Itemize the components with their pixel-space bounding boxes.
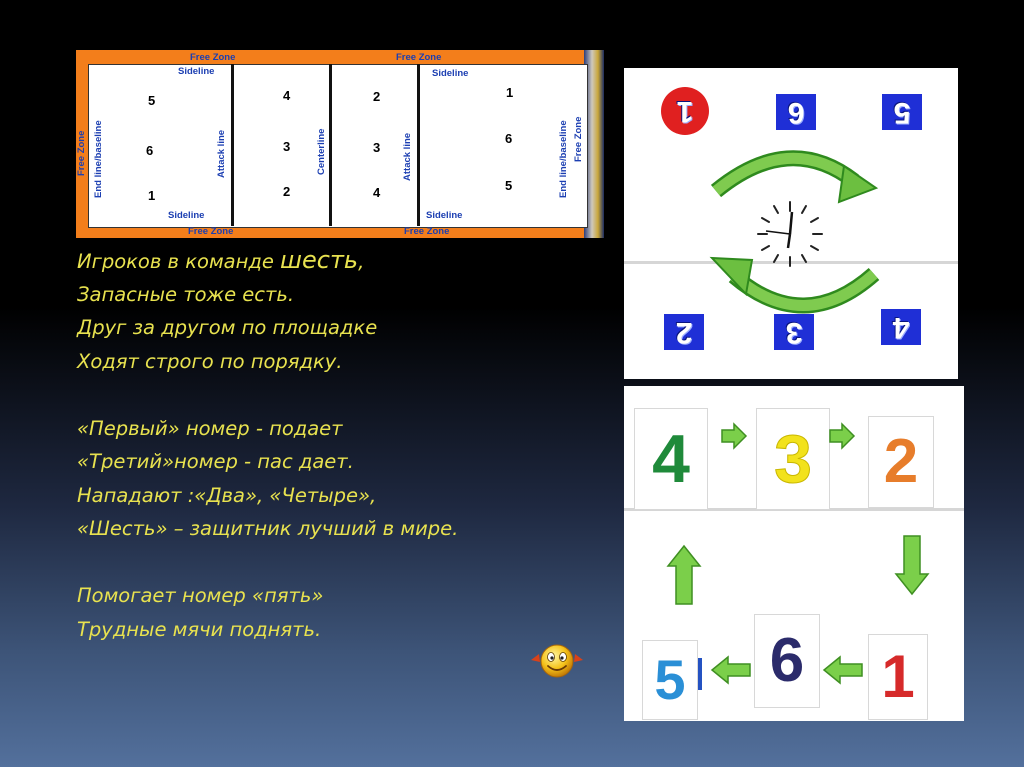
poem-line-9: Помогает номер «пять» — [77, 584, 324, 607]
order-card-5: 5 — [642, 640, 698, 720]
attack-line-label-left: Attack line — [216, 129, 227, 178]
arrow-up-icon — [668, 546, 700, 604]
arrow-down-icon — [896, 536, 928, 594]
court-left-back-bottom: 1 — [148, 188, 156, 203]
court-left-front-middle: 3 — [283, 139, 291, 154]
court-right-front-middle: 3 — [373, 140, 381, 155]
arrow-left-icon — [712, 657, 750, 683]
poem-line-3: Друг за другом по площадке — [77, 316, 378, 339]
poem-text — [77, 244, 547, 646]
attack-line-label-right: Attack line — [402, 132, 413, 181]
arrow-left-icon — [824, 657, 862, 683]
order-card-2: 2 — [868, 416, 934, 508]
free-zone-label-left: Free Zone — [76, 130, 87, 176]
sideline-label-top-left: Sideline — [178, 66, 215, 77]
poem-line-2: Запасные тоже есть. — [77, 282, 295, 306]
poem-line-4: Ходят строго по порядку. — [77, 349, 343, 373]
free-zone-label-top-left: Free Zone — [190, 52, 236, 63]
sideline-label-top-right: Sideline — [432, 68, 469, 79]
poem-line-1 — [77, 244, 547, 278]
court-left-front-bottom: 2 — [283, 184, 291, 199]
court-left-back-middle: 6 — [146, 143, 154, 158]
sideline-label-bottom-left: Sideline — [168, 210, 205, 221]
rotation-diagram — [624, 68, 958, 379]
arrow-right-icon — [722, 424, 746, 448]
order-card-4: 4 — [634, 408, 708, 510]
free-zone-label-right: Free Zone — [573, 116, 584, 162]
court-left-front-top: 4 — [283, 88, 291, 103]
position-badge-5: 5 — [882, 94, 922, 130]
position-badge-3: 3 — [774, 314, 814, 350]
court-right-back-bottom: 5 — [505, 178, 513, 193]
end-line-label-left: End line/baseline — [93, 120, 104, 198]
court-left-back-top: 5 — [148, 93, 156, 108]
poem-line-8: «Шесть» – защитник лучший в мире. — [77, 517, 459, 540]
court-right-front-top: 2 — [373, 89, 381, 104]
poem-line-1-start: Игроков в команде — [77, 250, 281, 273]
court-right-back-middle: 6 — [505, 131, 513, 146]
position-badge-6: 6 — [776, 94, 816, 130]
arrow-right-icon — [830, 424, 854, 448]
free-zone-label-top-right: Free Zone — [396, 52, 442, 63]
free-zone-label-bottom-left: Free Zone — [188, 226, 234, 237]
order-card-6: 6 — [754, 614, 820, 708]
free-zone-label-bottom-right: Free Zone — [404, 226, 450, 237]
poem-line-10: Трудные мячи поднять. — [77, 617, 322, 641]
position-badge-2: 2 — [664, 314, 704, 350]
court-right-front-bottom: 4 — [373, 185, 381, 200]
left-attack-line — [231, 64, 234, 226]
smiley-icon — [527, 640, 587, 680]
poem-stanza-gap — [77, 546, 547, 580]
volleyball-court-diagram — [76, 50, 604, 238]
order-card-3: 3 — [756, 408, 830, 510]
court-right-back-top: 1 — [506, 85, 514, 100]
right-attack-line — [417, 64, 420, 226]
serving-order-diagram — [624, 386, 964, 721]
center-line — [329, 64, 332, 226]
clock-icon — [754, 198, 826, 270]
centerline-label: Centerline — [316, 128, 327, 175]
end-line-label-right: End line/baseline — [558, 120, 569, 198]
order-arrows — [624, 386, 964, 721]
position-badge-1: 1 — [661, 87, 709, 135]
poem-line-7: Нападают :«Два», «Четыре», — [77, 483, 377, 507]
poem-line-5: «Первый» номер - подает — [77, 416, 343, 440]
position-badge-4: 4 — [881, 309, 921, 345]
poem-stanza-gap — [77, 378, 547, 412]
poem-line-6: «Третий»номер - пас дает. — [77, 450, 354, 473]
order-card-1: 1 — [868, 634, 928, 720]
poem-line-1-emphasis: шесть — [280, 246, 359, 274]
sideline-label-bottom-right: Sideline — [426, 210, 463, 221]
poem-line-1-end: , — [358, 250, 365, 273]
